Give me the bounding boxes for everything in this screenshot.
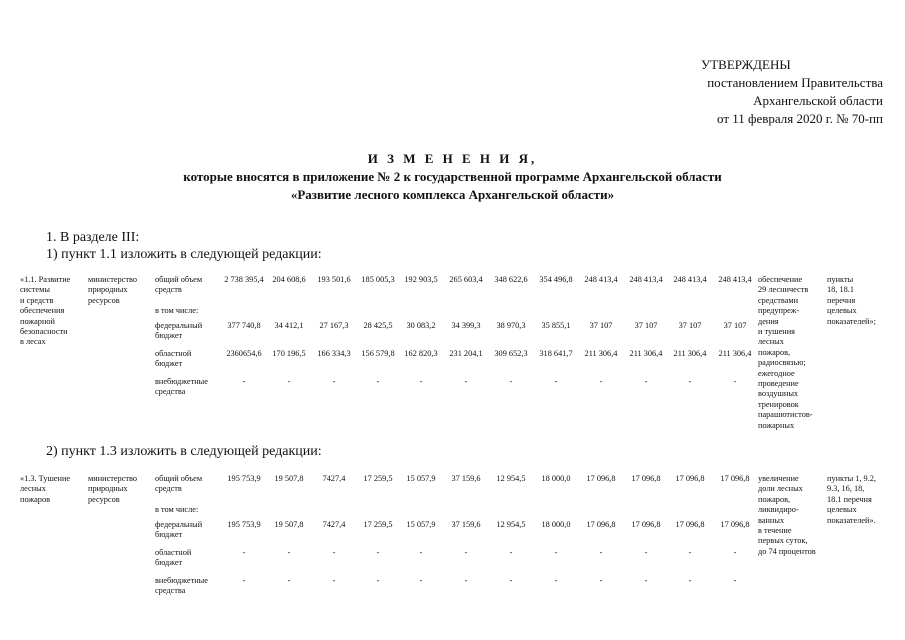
section-item-2: 2) пункт 1.3 изложить в следующей редакции: [46,444,322,459]
section-item-1: 1) пункт 1.1 изложить в следующей редакции: [46,247,322,262]
value-cell-federal: 27 167,3 [319,321,349,330]
value-cell-regional: 211 306,4 [673,349,707,358]
row-name: «1.1. Развитие системы и средств обеспечения пожарной безопасности в лесах [20,275,71,347]
value-cell-regional: 166 334,3 [317,349,351,358]
row-label: областной бюджет [155,349,192,369]
value-cell-extra: - [554,377,558,386]
row-label: федеральный бюджет [155,321,203,341]
value-cell-total: 17 096,8 [675,474,705,483]
approval-line: от 11 февраля 2020 г. № 70-пп [717,111,883,126]
value-cell-extra: - [242,576,246,585]
value-cell-total: 15 057,9 [406,474,436,483]
value-cell-federal: 17 096,8 [631,520,661,529]
value-cell-federal: 17 096,8 [720,520,750,529]
row-label: в том числе: [155,505,199,514]
section-heading: 1. В разделе III: [46,230,140,245]
document-title-block [0,150,905,204]
row-indicator: пункты 1, 9.2, 9.3, 16, 18, 18.1 перечня целевых показателей». [827,474,876,525]
value-cell-regional: - [688,548,692,557]
value-cell-regional: 211 306,4 [718,349,752,358]
value-cell-federal: 38 970,3 [496,321,526,330]
value-cell-total: 18 000,0 [541,474,571,483]
value-cell-extra: - [509,377,513,386]
value-cell-federal: 17 259,5 [363,520,393,529]
value-cell-regional: - [644,548,648,557]
value-cell-regional: 211 306,4 [629,349,663,358]
row-executor: министерство природных ресурсов [88,474,138,504]
value-cell-total: 17 096,8 [720,474,750,483]
value-cell-total: 354 496,8 [539,275,573,284]
value-cell-extra: - [509,576,513,585]
value-cell-extra: - [419,377,423,386]
approval-line: Архангельской области [753,93,883,108]
value-cell-extra: - [287,377,291,386]
value-cell-regional: 170 196,5 [272,349,306,358]
value-cell-regional: - [464,548,468,557]
value-cell-federal: 17 096,8 [586,520,616,529]
value-cell-total: 204 608,6 [272,275,306,284]
row-result: обеспечение 29 лесничеств средствами предупреж- дения и тушения лесных пожаров, радиосвязью; ежегодное проведение воздушных тренировок парашютистов- пожарных [758,275,813,430]
value-cell-federal: 37 159,6 [451,520,481,529]
document-subtitle: которые вносятся в приложение № 2 к государственной программе Архангельской области [183,169,722,184]
value-cell-extra: - [464,377,468,386]
value-cell-extra: - [644,576,648,585]
value-cell-extra: - [376,377,380,386]
value-cell-regional: - [287,548,291,557]
row-label: областной бюджет [155,548,192,568]
value-cell-total: 19 507,8 [274,474,304,483]
row-result: увеличение доли лесных пожаров, ликвидиро- ванных в течение первых суток, до 74 процентов [758,474,816,556]
value-cell-extra: - [733,576,737,585]
approval-line: постановлением Правительства [707,75,883,90]
value-cell-regional: 318 641,7 [539,349,573,358]
approval-stamp [623,56,883,128]
value-cell-federal: 34 412,1 [274,321,304,330]
value-cell-regional: - [554,548,558,557]
approval-title: УТВЕРЖДЕНЫ [701,57,791,72]
value-cell-extra: - [733,377,737,386]
value-cell-regional: 162 820,3 [404,349,438,358]
value-cell-federal: 7427,4 [322,520,346,529]
value-cell-total: 37 159,6 [451,474,481,483]
value-cell-regional: 309 652,3 [494,349,528,358]
row-label: в том числе: [155,306,199,315]
value-cell-federal: 15 057,9 [406,520,436,529]
row-name: «1.3. Тушение лесных пожаров [20,474,71,504]
value-cell-total: 248 413,4 [629,275,663,284]
value-cell-federal: 34 399,3 [451,321,481,330]
value-cell-total: 195 753,9 [227,474,261,483]
value-cell-total: 2 738 395,4 [224,275,264,284]
value-cell-federal: 17 096,8 [675,520,705,529]
value-cell-federal: 195 753,9 [227,520,261,529]
value-cell-extra: - [242,377,246,386]
document-subtitle: «Развитие лесного комплекса Архангельской области» [290,187,615,202]
value-cell-total: 265 603,4 [449,275,483,284]
value-cell-total: 192 903,5 [404,275,438,284]
row-label: общий объем средств [155,474,203,494]
value-cell-total: 185 005,3 [361,275,395,284]
value-cell-total: 248 413,4 [718,275,752,284]
document-title: И З М Е Н Е Н И Я, [367,151,538,166]
value-cell-federal: 12 954,5 [496,520,526,529]
row-label: общий объем средств [155,275,203,295]
value-cell-total: 248 413,4 [673,275,707,284]
value-cell-regional: 156 579,8 [361,349,395,358]
value-cell-regional: - [376,548,380,557]
value-cell-extra: - [688,576,692,585]
value-cell-federal: 35 855,1 [541,321,571,330]
value-cell-total: 17 096,8 [631,474,661,483]
value-cell-federal: 377 740,8 [227,321,261,330]
value-cell-federal: 30 083,2 [406,321,436,330]
value-cell-extra: - [419,576,423,585]
value-cell-regional: 211 306,4 [584,349,618,358]
value-cell-extra: - [599,576,603,585]
value-cell-federal: 28 425,5 [363,321,393,330]
value-cell-regional: - [332,548,336,557]
value-cell-regional: - [419,548,423,557]
value-cell-total: 193 501,6 [317,275,351,284]
value-cell-regional: 2360654,6 [226,349,262,358]
value-cell-federal: 37 107 [589,321,613,330]
value-cell-total: 348 622,6 [494,275,528,284]
value-cell-federal: 19 507,8 [274,520,304,529]
value-cell-federal: 37 107 [723,321,747,330]
value-cell-extra: - [332,377,336,386]
row-label: внебюджетные средства [155,377,208,397]
value-cell-regional: - [242,548,246,557]
value-cell-federal: 18 000,0 [541,520,571,529]
value-cell-total: 12 954,5 [496,474,526,483]
value-cell-extra: - [599,377,603,386]
value-cell-extra: - [688,377,692,386]
value-cell-extra: - [554,576,558,585]
value-cell-federal: 37 107 [634,321,658,330]
value-cell-extra: - [376,576,380,585]
value-cell-total: 248 413,4 [584,275,618,284]
value-cell-extra: - [287,576,291,585]
value-cell-total: 7427,4 [322,474,346,483]
value-cell-extra: - [464,576,468,585]
value-cell-regional: 231 204,1 [449,349,483,358]
row-label: внебюджетные средства [155,576,208,596]
value-cell-federal: 37 107 [678,321,702,330]
row-label: федеральный бюджет [155,520,203,540]
value-cell-regional: - [733,548,737,557]
value-cell-regional: - [599,548,603,557]
row-indicator: пункты 18, 18.1 перечня целевых показателей»; [827,275,876,326]
value-cell-total: 17 096,8 [586,474,616,483]
value-cell-total: 17 259,5 [363,474,393,483]
value-cell-regional: - [509,548,513,557]
value-cell-extra: - [332,576,336,585]
row-executor: министерство природных ресурсов [88,275,138,305]
value-cell-extra: - [644,377,648,386]
